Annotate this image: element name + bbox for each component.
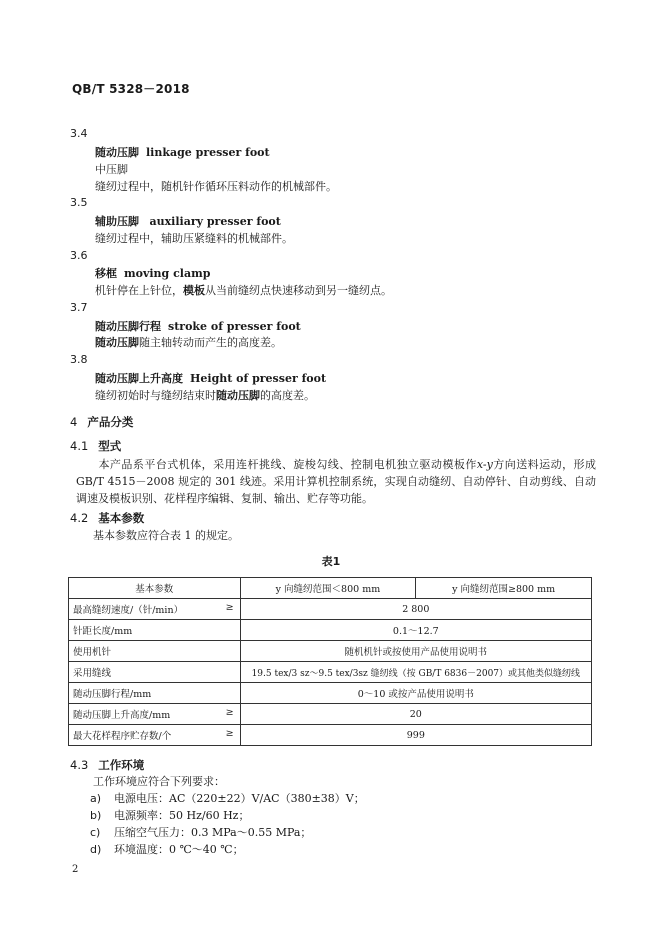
param-name bbox=[69, 662, 241, 683]
param-value: 20 bbox=[240, 704, 591, 725]
list-text: 电源频率：50 Hz/60 Hz； bbox=[114, 809, 250, 822]
term-definition: 缝纫过程中，辅助压紧缝料的机械部件。 bbox=[95, 232, 293, 245]
param-name bbox=[69, 704, 241, 725]
term-title-en: stroke of presser foot bbox=[168, 320, 301, 333]
term-number: 3.4 bbox=[70, 127, 88, 140]
param-label: 最大花样程序贮存数/个 bbox=[73, 731, 172, 742]
subsection-number: 4.1 bbox=[70, 439, 89, 453]
term-definition bbox=[95, 282, 392, 298]
param-label: 针距长度/mm bbox=[73, 626, 133, 637]
environment-intro: 工作环境应符合下列要求： bbox=[93, 775, 225, 788]
param-value: 0.1～12.7 bbox=[240, 620, 591, 641]
section-number: 4 bbox=[70, 415, 78, 429]
list-key: c) bbox=[90, 826, 101, 839]
definition-term-ref: 模板 bbox=[183, 284, 205, 297]
list-key: a) bbox=[90, 792, 102, 805]
term-definition: 缝纫过程中，随机针作循环压料动作的机械部件。 bbox=[95, 180, 337, 193]
term-title bbox=[95, 265, 210, 281]
term-title-en: moving clamp bbox=[124, 267, 211, 280]
subsection-title: 工作环境 bbox=[98, 758, 145, 772]
param-operator: ≥ bbox=[225, 707, 234, 718]
term-title-zh: 随动压脚上升高度 bbox=[95, 372, 183, 385]
section-title: 产品分类 bbox=[87, 415, 134, 429]
term-number: 3.7 bbox=[70, 301, 88, 314]
subsection-title: 基本参数 bbox=[98, 511, 145, 525]
param-label: 采用缝线 bbox=[73, 668, 112, 679]
list-key: b) bbox=[90, 809, 102, 822]
term-title-zh: 移框 bbox=[95, 267, 117, 280]
term-title-en: Height of presser foot bbox=[190, 372, 327, 385]
param-operator: ≥ bbox=[225, 602, 234, 613]
subsection-number: 4.2 bbox=[70, 511, 89, 525]
list-text: 压缩空气压力：0.3 MPa～0.55 MPa； bbox=[114, 826, 312, 839]
param-value: 2 800 bbox=[240, 599, 591, 620]
definition-text: 随主轴转动而产生的高度差。 bbox=[139, 336, 282, 349]
term-title-en: auxiliary presser foot bbox=[149, 215, 281, 228]
basic-params-text: 基本参数应符合表 1 的规定。 bbox=[93, 529, 239, 542]
table-row bbox=[69, 599, 592, 620]
param-name bbox=[69, 683, 241, 704]
term-number: 3.8 bbox=[70, 353, 88, 366]
term-title-zh: 辅助压脚 bbox=[95, 215, 139, 228]
list-key: d) bbox=[90, 843, 102, 856]
table-header-row bbox=[69, 578, 592, 599]
subsection-title: 型式 bbox=[98, 439, 122, 453]
term-number: 3.5 bbox=[70, 196, 88, 209]
list-text: 电源电压：AC（220±22）V/AC（380±38）V； bbox=[114, 792, 365, 805]
param-value: 999 bbox=[240, 725, 591, 746]
param-value: 19.5 tex/3 sz～9.5 tex/3sz 缝纫线（按 GB/T 6836－2007）或其他类似缝纫线 bbox=[240, 662, 591, 683]
param-operator: ≥ bbox=[225, 728, 234, 739]
term-number: 3.6 bbox=[70, 249, 88, 262]
definition-text: 的高度差。 bbox=[260, 389, 315, 402]
param-value: 随机机针或按使用产品使用说明书 bbox=[240, 641, 591, 662]
definition-term-ref: 随动压脚 bbox=[216, 389, 260, 402]
table-row bbox=[69, 620, 592, 641]
param-name bbox=[69, 725, 241, 746]
term-title bbox=[95, 213, 281, 229]
param-value: 0～10 或按产品使用说明书 bbox=[240, 683, 591, 704]
subsection-number: 4.3 bbox=[70, 758, 89, 772]
page-number: 2 bbox=[72, 864, 79, 875]
list-item bbox=[90, 807, 249, 823]
header-param: 基本参数 bbox=[69, 578, 241, 599]
basic-parameters-table bbox=[68, 577, 592, 746]
header-range-small: y 向缝纫范围＜800 mm bbox=[240, 578, 416, 599]
term-title-zh: 随动压脚行程 bbox=[95, 320, 161, 333]
term-alternate: 中压脚 bbox=[95, 163, 128, 176]
subsection-heading bbox=[70, 510, 144, 526]
term-title bbox=[95, 318, 301, 334]
section-heading bbox=[70, 414, 133, 430]
term-title bbox=[95, 370, 326, 386]
param-name bbox=[69, 599, 241, 620]
param-label: 最高缝纫速度/（针/min） bbox=[73, 605, 184, 616]
standard-code-header: QB/T 5328－2018 bbox=[72, 82, 190, 96]
table-row bbox=[69, 704, 592, 725]
paragraph-text: 方向送料运动，形成 GB/T 4515－2008 规定的 301 线迹。采用计算机控制系统，实现自动缝纫、自动停针、自动剪线、自动调速及模板识别、花样程序编辑、复制、输出、贮存等功能。 bbox=[76, 458, 597, 505]
table-caption: 表1 bbox=[321, 555, 341, 568]
param-name bbox=[69, 620, 241, 641]
param-name bbox=[69, 641, 241, 662]
table-row bbox=[69, 641, 592, 662]
param-label: 使用机针 bbox=[73, 647, 112, 658]
paragraph-text: 本产品系平台式机体，采用连杆挑线、旋梭勾线、控制电机独立驱动模板作 bbox=[98, 458, 477, 471]
table-row bbox=[69, 683, 592, 704]
table-row bbox=[69, 725, 592, 746]
subsection-heading bbox=[70, 757, 144, 773]
definition-term-ref: 随动压脚 bbox=[95, 336, 139, 349]
table-row bbox=[69, 662, 592, 683]
param-label: 随动压脚上升高度/mm bbox=[73, 710, 171, 721]
definition-text: 缝纫初始时与缝纫结束时 bbox=[95, 389, 216, 402]
header-range-large: y 向缝纫范围≥800 mm bbox=[416, 578, 592, 599]
list-item bbox=[90, 790, 365, 806]
term-definition bbox=[95, 334, 282, 350]
subsection-heading bbox=[70, 438, 121, 454]
list-text: 环境温度：0 ℃～40 ℃； bbox=[114, 843, 244, 856]
list-item bbox=[90, 841, 244, 857]
definition-text: 机针停在上针位， bbox=[95, 284, 183, 297]
term-definition bbox=[95, 387, 315, 403]
term-title-zh: 随动压脚 bbox=[95, 146, 139, 159]
xy-italic: x-y bbox=[476, 458, 493, 471]
form-description-paragraph bbox=[76, 456, 596, 507]
param-label: 随动压脚行程/mm bbox=[73, 689, 152, 700]
list-item bbox=[90, 824, 311, 840]
term-title bbox=[95, 144, 270, 160]
definition-text: 从当前缝纫点快速移动到另一缝纫点。 bbox=[205, 284, 392, 297]
term-title-en: linkage presser foot bbox=[146, 146, 270, 159]
